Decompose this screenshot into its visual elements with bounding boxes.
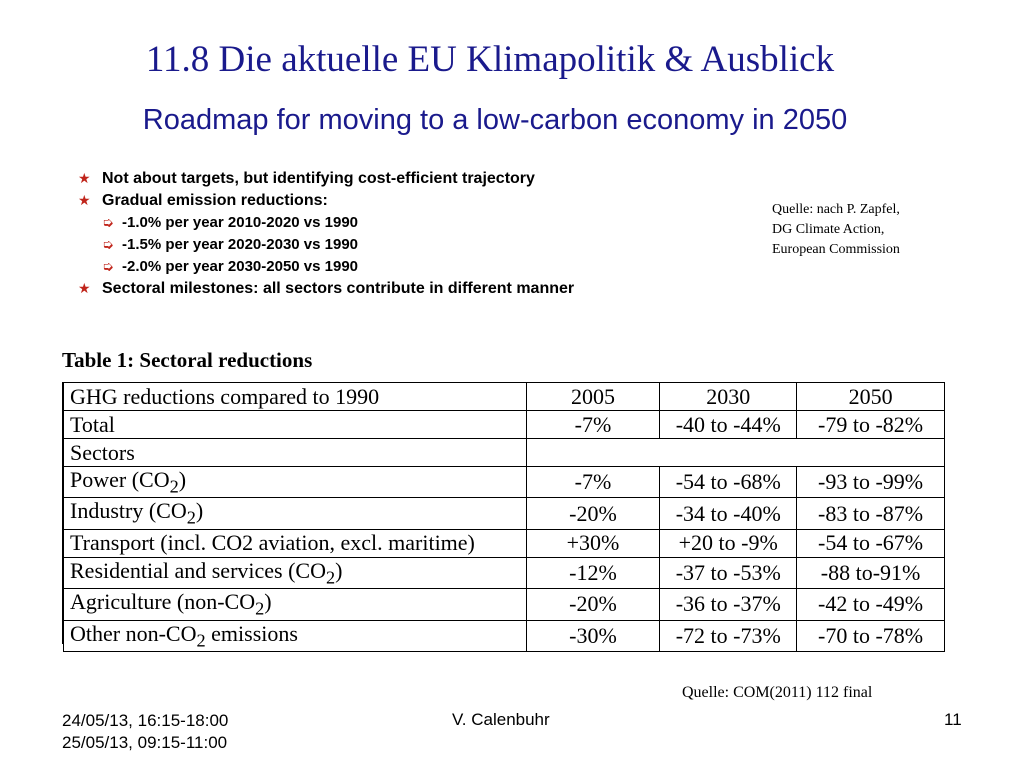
bullet-text: Gradual emission reductions: (102, 192, 328, 209)
arrow-icon: ➭ (102, 214, 114, 230)
table-cell: -12% (526, 557, 660, 588)
table-cell: -37 to -53% (660, 557, 797, 588)
table-cell: Total (64, 411, 527, 439)
table-row (64, 557, 945, 588)
table-cell (526, 439, 944, 467)
table-cell (64, 620, 527, 651)
slide-subtitle: Roadmap for moving to a low-carbon economy in 2050 (142, 104, 848, 136)
table-cell: -20% (526, 589, 660, 620)
subscript: 2 (186, 507, 196, 528)
source-line: DG Climate Action, (772, 222, 885, 237)
bullet-item (78, 192, 758, 214)
footer-author: V. Calenbuhr (452, 710, 550, 729)
slide-title: 11.8 Die aktuelle EU Klimapolitik & Ausblick (145, 39, 835, 80)
page-number: 11 (944, 710, 962, 729)
footer-dates (62, 710, 228, 754)
row-label-suffix: ) (335, 557, 343, 583)
row-label: Other non-CO (70, 620, 197, 646)
subscript: 2 (169, 476, 179, 497)
source-note-top (772, 200, 962, 260)
footer-date: 25/05/13, 09:15-11:00 (62, 733, 228, 752)
bullet-item (78, 170, 758, 192)
table-cell: -54 to -68% (660, 467, 797, 498)
subscript: 2 (196, 629, 206, 650)
row-label-suffix: ) (264, 589, 272, 615)
table-cell (64, 498, 527, 529)
table-cell: -40 to -44% (660, 411, 797, 439)
table-cell: -34 to -40% (660, 498, 797, 529)
row-label: Power (CO (70, 467, 170, 492)
arrow-icon: ➭ (102, 258, 114, 274)
table-cell: -7% (526, 467, 660, 498)
table-cell: 2005 (526, 383, 660, 411)
row-label: Residential and services (CO (70, 557, 326, 583)
bullet-list (78, 170, 758, 302)
table-row (64, 620, 945, 651)
table-cell: -88 to-91% (797, 557, 945, 588)
bullet-text: -2.0% per year 2030-2050 vs 1990 (122, 258, 359, 275)
table-cell: -54 to -67% (797, 529, 945, 557)
source-line: Quelle: nach P. Zapfel, (772, 202, 900, 217)
table-cell: -79 to -82% (797, 411, 945, 439)
table-cell: 2030 (660, 383, 797, 411)
subscript: 2 (255, 598, 265, 619)
table-row (64, 411, 945, 439)
table-cell: +20 to -9% (660, 529, 797, 557)
table-cell: -70 to -78% (797, 620, 945, 651)
row-label: Industry (CO (70, 498, 187, 524)
table-cell (64, 589, 527, 620)
subscript: 2 (326, 567, 336, 588)
sub-bullet-item (78, 258, 758, 280)
table-row (64, 439, 945, 467)
bullet-text: -1.0% per year 2010-2020 vs 1990 (122, 214, 359, 231)
table-row (64, 467, 945, 498)
bullet-text: -1.5% per year 2020-2030 vs 1990 (122, 236, 359, 253)
table-row (64, 589, 945, 620)
row-label-suffix: emissions (205, 620, 298, 646)
table-cell: Transport (incl. CO2 aviation, excl. maritime) (64, 529, 527, 557)
table-cell: -72 to -73% (660, 620, 797, 651)
table-cell: Sectors (64, 439, 527, 467)
table-cell: -42 to -49% (797, 589, 945, 620)
table-cell: -7% (526, 411, 660, 439)
bullet-item (78, 280, 758, 302)
table-cell: -83 to -87% (797, 498, 945, 529)
arrow-icon: ➭ (102, 236, 114, 252)
row-label: Agriculture (non-CO (70, 589, 256, 615)
bullet-text: Not about targets, but identifying cost-efficient trajectory (102, 170, 535, 187)
table-cell: -30% (526, 620, 660, 651)
bullet-text: Sectoral milestones: all sectors contribute in different manner (102, 280, 575, 297)
table-cell: +30% (526, 529, 660, 557)
table-cell: -36 to -37% (660, 589, 797, 620)
table-row (64, 529, 945, 557)
reductions-table (62, 382, 945, 650)
sub-bullet-item (78, 236, 758, 258)
table-cell (64, 557, 527, 588)
table-row (64, 498, 945, 529)
star-icon: ★ (78, 192, 91, 208)
source-line: European Commission (772, 242, 900, 257)
table-cell: GHG reductions compared to 1990 (64, 383, 527, 411)
table-cell: 2050 (797, 383, 945, 411)
star-icon: ★ (78, 170, 91, 186)
table-header-row (64, 383, 945, 411)
table-cell: -20% (526, 498, 660, 529)
row-label-suffix: ) (195, 498, 204, 524)
table-title: Table 1: Sectoral reductions (62, 348, 313, 372)
sub-bullet-item (78, 214, 758, 236)
footer-date: 24/05/13, 16:15-18:00 (62, 711, 229, 730)
row-label-suffix: ) (178, 467, 187, 492)
table-cell (64, 467, 527, 498)
source-note-bottom: Quelle: COM(2011) 112 final (682, 684, 873, 701)
table-cell: -93 to -99% (797, 467, 945, 498)
star-icon: ★ (78, 280, 91, 296)
